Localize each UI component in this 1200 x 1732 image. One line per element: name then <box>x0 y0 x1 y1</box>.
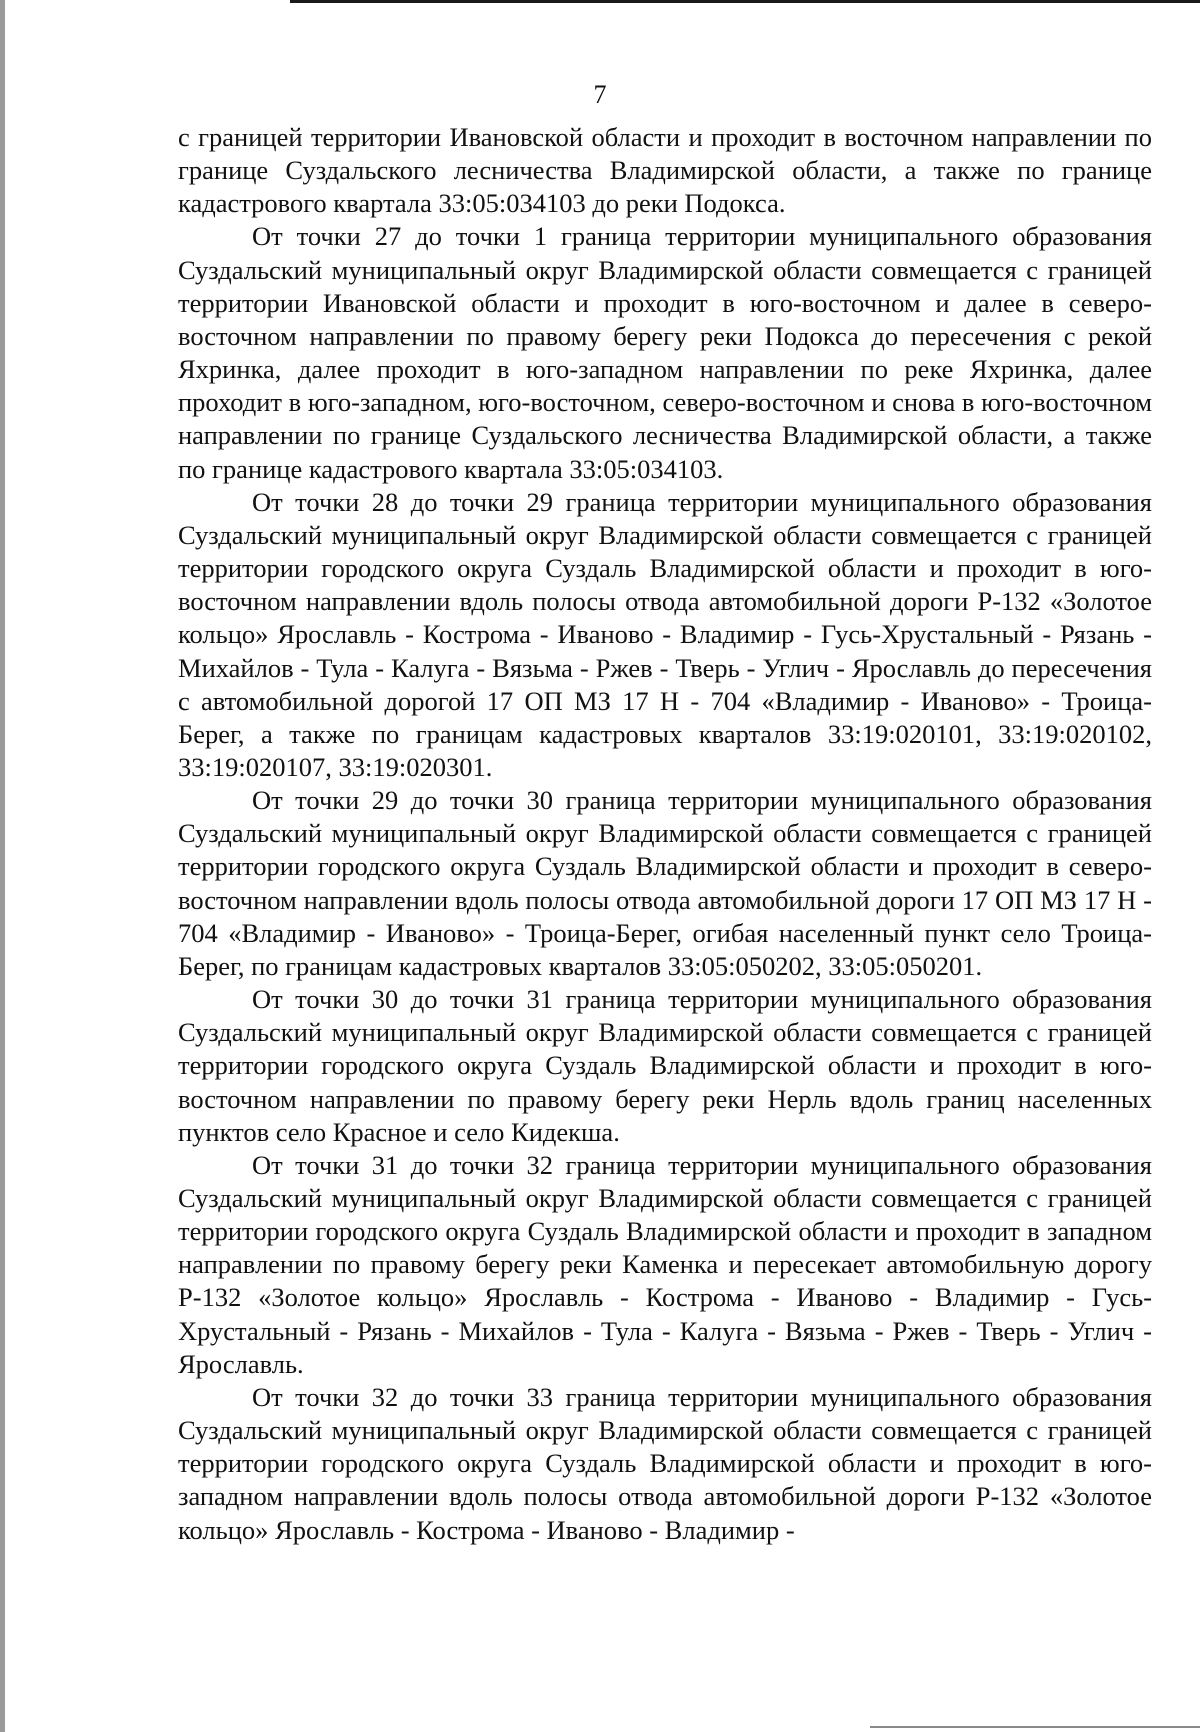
paragraph-point-32-33: От точки 32 до точки 33 граница территории муниципального образования Суздальский муниципальный округ Владимирской области совмещается с границей территории городского округа Суздаль Владимирской области и проходит в юго-западном направлении вдоль полосы отвода автомобильной дороги Р-132 «Золотое кольцо» Ярославль - Кострома - Иваново - Владимир - <box>178 1381 1152 1545</box>
document-body <box>178 121 1152 1547</box>
scan-bottom-edge <box>870 1726 1200 1728</box>
scan-top-edge <box>290 0 1200 3</box>
paragraph-continuation: с границей территории Ивановской области и проходит в восточном направлении по границе Суздальского лесничества Владимирской области, а также по границе кадастрового квартала 33:05:034103 до реки Подокса. <box>178 122 1152 219</box>
paragraph-point-29-30: От точки 29 до точки 30 граница территории муниципального образования Суздальский муниципальный округ Владимирской области совмещается с границей территории городского округа Суздаль Владимирской области и проходит в северо-восточном направлении вдоль полосы отвода автомобильной дороги 17 ОП МЗ 17 Н - 704 «Владимир - Иваново» - Троица-Берег, огибая населенный пункт село Троица-Берег, по границам кадастровых кварталов 33:05:050202, 33:05:050201. <box>178 785 1152 981</box>
paragraph-point-31-32: От точки 31 до точки 32 граница территории муниципального образования Суздальский муниципальный округ Владимирской области совмещается с границей территории городского округа Суздаль Владимирской области и проходит в западном направлении по правому берегу реки Каменка и пересекает автомобильную дорогу Р-132 «Золотое кольцо» Ярославль - Кострома - Иваново - Владимир - Гусь-Хрустальный - Рязань - Михайлов - Тула - Калуга - Вязьма - Ржев - Тверь - Углич - Ярославль. <box>178 1149 1152 1379</box>
page-number: 7 <box>593 80 607 109</box>
paragraph-point-28-29: От точки 28 до точки 29 граница территории муниципального образования Суздальский муниципальный округ Владимирской области совмещается с границей территории городского округа Суздаль Владимирской области и проходит в юго-восточном направлении вдоль полосы отвода автомобильной дороги Р-132 «Золотое кольцо» Ярославль - Кострома - Иваново - Владимир - Гусь-Хрустальный - Рязань - Михайлов - Тула - Калуга - Вязьма - Ржев - Тверь - Углич - Ярославль до пересечения с автомобильной дорогой 17 ОП МЗ 17 Н - 704 «Владимир - Иваново» - Троица-Берег, а также по границам кадастровых кварталов 33:19:020101, 33:19:020102, 33:19:020107, 33:19:020301. <box>178 486 1152 782</box>
paragraph-point-30-31: От точки 30 до точки 31 граница территории муниципального образования Суздальский муниципальный округ Владимирской области совмещается с границей территории городского округа Суздаль Владимирской области и проходит в юго-восточном направлении по правому берегу реки Нерль вдоль границ населенных пунктов село Красное и село Кидекша. <box>178 984 1152 1147</box>
paragraph-point-27-1: От точки 27 до точки 1 граница территории муниципального образования Суздальский муниципальный округ Владимирской области совмещается с границей территории Ивановской области и проходит в юго-восточном и далее в северо-восточном направлении по правому берегу реки Подокса до пересечения с рекой Яхринка, далее проходит в юго-западном направлении по реке Яхринка, далее проходит в юго-западном, юго-восточном, северо-восточном и снова в юго-восточном направлении по границе Суздальского лесничества Владимирской области, а также по границе кадастрового квартала 33:05:034103. <box>178 221 1152 484</box>
scan-left-edge <box>0 0 5 1732</box>
